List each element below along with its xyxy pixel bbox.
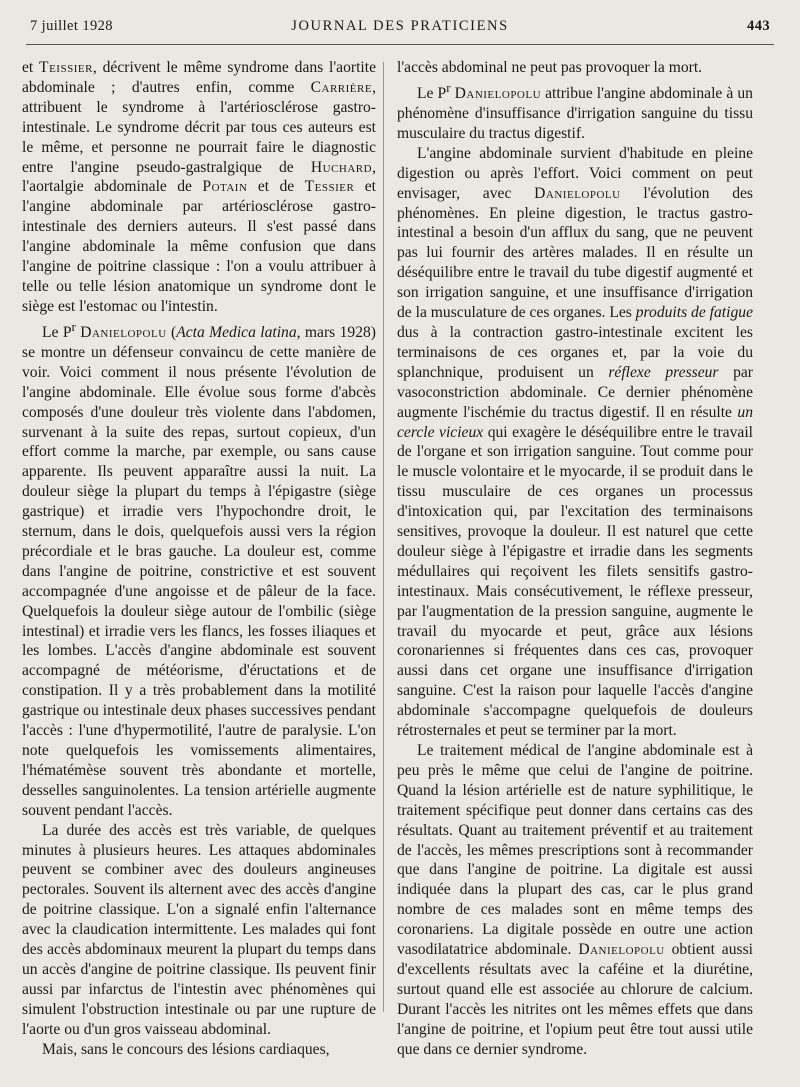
- author-name: Danielopolu: [534, 184, 621, 202]
- paragraph: Le $P^r$ Danielopolu attribue l'angine abdominale à un phénomène d'insuffisance d'irrigation sanguine du tissu musculaire du tractus digestif.: [397, 79, 753, 142]
- right-column: [397, 58, 753, 1060]
- author-name: Carrière: [310, 78, 373, 96]
- issue-date: 7 juillet 1928: [30, 18, 113, 34]
- paragraph: L'angine abdominale survient d'habitude en pleine digestion ou après l'effort. Voici comment on peut envisager, avec Danielopolu l'évolution des phénomènes. En pleine digestion, le tractus gastro-intestinal a besoin d'un afflux du sang, que ne peuvent pas lui fournir des artères malades. Il en résulte un déséquilibre entre le travail du tube digestif augmenté et son irrigation sanguine, et une insuffisance d'irrigation de la musculature de ces organes. Les produits de fatigue dus à la contraction gastro-intestinale excitent les terminaisons de ces organes et, par la voie du splanchnique, produisent un réflexe presseur par vasoconstriction abdominale. Ce dernier phénomène augmente l'ischémie du tractus digestif. Il en résulte un cercle vicieux qui exagère le déséquilibre entre le travail de l'organe et son irrigation sanguine. Tout comme pour le muscle volontaire et le myocarde, il se produit dans le tissu musculaire de ces organes un processus d'intoxication qui, par l'excitation des terminaisons sensitives, provoque la douleur. Il est naturel que cette douleur siège à l'épigastre et irradie dans les segments médullaires qui reçoivent les filets sensitifs gastro-intestinaux. Mais consécutivement, le réflexe presseur, par l'augmentation de la pression sanguine, augmente le travail du myocarde et peut, grâce aux lésions coronariennes si fréquentes dans ces cas, provoquer aussi dans cet organe une insuffisance d'irrigation sanguine. C'est la raison pour laquelle l'accès d'angine abdominale s'accompagne quelquefois de douleurs rétrosternales et peut se terminer par la mort.: [397, 144, 753, 740]
- column-divider: [383, 62, 384, 1012]
- paragraph: et Teissier, décrivent le même syndrome dans l'aortite abdominale ; d'autres enfin, comme Carrière, attribuent le syndrome à l'artériosclérose gastro-intestinale. Le syndrome décrit par tous ces auteurs est le même, et personne ne pourrait faire le diagnostic entre l'angine pseudo-gastralgique de Huchard, l'aortalgie abdominale de Potain et de Tessier et l'angine abdominale par artériosclérose gastro-intestinale des derniers auteurs. Il s'est passé dans l'angine abdominale la même confusion que dans l'angine de poitrine classique : l'on a voulu attribuer à telle ou telle lésion anatomique un syndrome dont le siège est l'estomac ou l'intestin.: [22, 59, 376, 315]
- paragraph: l'accès abdominal ne peut pas provoquer la mort.: [397, 59, 703, 76]
- paragraph: La durée des accès est très variable, de quelques minutes à plusieurs heures. Les attaques abdominales peuvent se combiner avec des douleurs angineuses pectorales. Souvent ils alternent avec des accès d'angine de poitrine classique. L'on a signalé enfin l'alternance avec la claudication intermittente. Les malades qui font des accès abdominaux meurent la plupart du temps dans un accès d'angine de poitrine classique. Ils peuvent finir aussi par infarctus de l'intestin avec phénomènes qui simulent l'obstruction intestinale ou par une rupture de l'aorte ou d'un gros vaisseau abdominal.: [22, 821, 376, 1038]
- left-column: [22, 58, 376, 1060]
- author-name: Potain: [202, 178, 248, 196]
- emphasis: réflexe presseur: [608, 363, 719, 381]
- paragraph: Mais, sans le concours des lésions cardiaques,: [42, 1040, 330, 1058]
- author-name: Danielopolu: [80, 323, 167, 341]
- emphasis: un cercle vicieux: [397, 403, 753, 441]
- journal-title: JOURNAL DES PRATICIENS: [291, 18, 509, 34]
- paragraph: Le traitement médical de l'angine abdominale est à peu près le même que celui de l'angine de poitrine. Quand la lésion artérielle est de nature syphilitique, le traitement spécifique peut donner dans certains cas des résultats. Quant au traitement préventif et au traitement de l'accès, les mêmes prescriptions sont à recommander que dans l'angine de poitrine. La digitale est aussi indiquée dans la plupart des cas, car le plus grand nombre de ces malades sont en même temps des coronariens. La digitale possède en outre une action vasodilatatrice abdominale. Danielopolu obtient aussi d'excellents résultats avec la caféine et la diurétine, surtout quand elle est associée au chlorure de calcium. Durant l'accès les nitrites ont les mêmes effets que dans l'angine de poitrine, et l'opium peut être tout aussi utile que dans ce dernier syndrome.: [397, 742, 753, 1058]
- page-number: 443: [747, 18, 770, 34]
- header-rule: [26, 44, 774, 45]
- emphasis: produits de fatigue: [635, 304, 753, 322]
- author-name: Danielopolu: [454, 85, 542, 103]
- author-name: Huchard: [310, 158, 373, 176]
- author-name: Tessier: [304, 178, 355, 196]
- author-name: Danielopolu: [578, 941, 665, 959]
- running-header: [30, 18, 770, 40]
- journal-citation: Acta Medica latina: [176, 323, 297, 341]
- paragraph: Le $P^r$ Danielopolu (Acta Medica latina, mars 1928) se montre un défenseur convaincu de cette manière de voir. Voici comment il nous présente l'évolution de l'angine abdominale. Elle évolue sous forme d'abcès composés d'une douleur très violente dans l'abdomen, survenant à la suite des repas, surtout copieux, d'un effort comme la marche, par exemple, ou sans cause apparente. Ils peuvent apparaître aussi la nuit. La douleur siège la plupart du temps à l'épigastre (siège gastrique) et irradie vers l'hypochondre droit, le sternum, dans le dois, quelquefois aussi vers la région précordiale et le bras gauche. La douleur est, comme dans l'angine de poitrine, constrictive et est souvent accompagnée d'une angoisse et de pâleur de la face. Quelquefois la douleur siège autour de l'ombilic (siège intestinal) et irradie vers les flancs, les fosses iliaques et les lombes. L'accès d'angine abdominale est souvent accompagné de météorisme, d'éructations et de constipation. Il y a très probablement dans la motilité gastrique ou intestinale deux phases successives pendant l'accès : l'une d'hypermotilité, l'autre de paralysie. L'on note quelquefois les vomissements alimentaires, l'hématémèse souvent très abondante et mortelle, desselles sanguinolentes. La tension artérielle augmente souvent pendant l'accès.: [22, 318, 376, 819]
- author-name: Teissier: [39, 59, 93, 76]
